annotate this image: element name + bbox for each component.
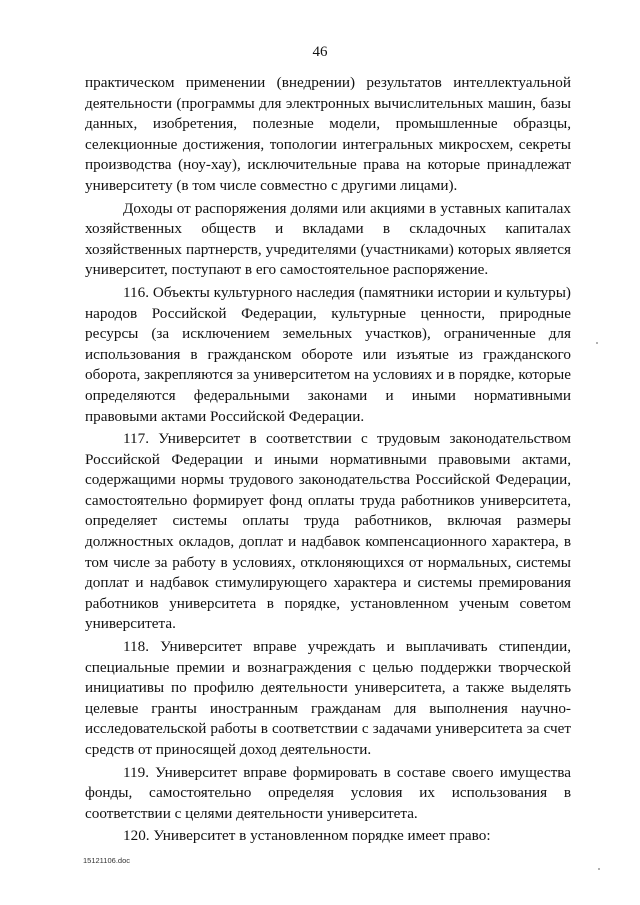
scan-speck <box>596 342 598 344</box>
paragraph-continuation: практическом применении (внедрении) результатов интеллектуальной деятельности (программы для электронных вычислительных машин, базы данных, изобретения, полезные модели, промышленные образцы, селекционные достижения, топологии интегральных микросхем, секреты производства (ноу-хау), исключительные права на которые принадлежат университету (в том числе совместно с другими лицами). <box>85 74 571 194</box>
paragraph-120: 120. Университет в установленном порядке имеет право: <box>123 827 491 845</box>
paragraph-117: 117. Университет в соответствии с трудовым законодательством Российской Федерации и иными нормативными правовыми актами, содержащими нормы трудового законодательства Российской Федерации, самостоятельно формирует фонд оплаты труда работников университета, определяет системы оплаты труда работников, включая размеры должностных окладов, доплат и надбавок компенсационного характера, в том числе за работу в условиях, отклоняющихся от нормальных, системы доплат и надбавок стимулирующего характера и системы премирования работников университета в порядке, установленном ученым советом университета. <box>85 430 571 633</box>
document-body <box>85 73 571 847</box>
file-name-footer: 15121106.doc <box>83 856 130 865</box>
page-number: 46 <box>312 44 328 60</box>
paragraph-119: 119. Университет вправе формировать в составе своего имущества фонды, самостоятельно определяя условия их использования в соответствии с целями деятельности университета. <box>85 763 571 822</box>
paragraph-income-shares: Доходы от распоряжения долями или акциями в уставных капиталах хозяйственных обществ и вкладами в складочных капиталах хозяйственных партнерств, учредителями (участниками) которых является университет, поступают в его самостоятельное распоряжение. <box>85 199 571 279</box>
scan-speck <box>598 868 600 870</box>
paragraph-116: 116. Объекты культурного наследия (памятники истории и культуры) народов Российской Федерации, культурные ценности, природные ресурсы (за исключением земельных участков), ограниченные для использования в гражданском обороте или изъятые из гражданского оборота, закрепляются за университетом на условиях и в порядке, которые определяются федеральными законами и иными нормативными правовыми актами Российской Федерации. <box>85 283 571 425</box>
paragraph-118: 118. Университет вправе учреждать и выплачивать стипендии, специальные премии и вознаграждения с целью поддержки творческой инициативы по профилю деятельности университета, а также выделять целевые гранты иностранным гражданам для выполнения научно-исследовательской работы в соответствии с задачами университета за счет средств от приносящей доход деятельности. <box>85 638 571 758</box>
